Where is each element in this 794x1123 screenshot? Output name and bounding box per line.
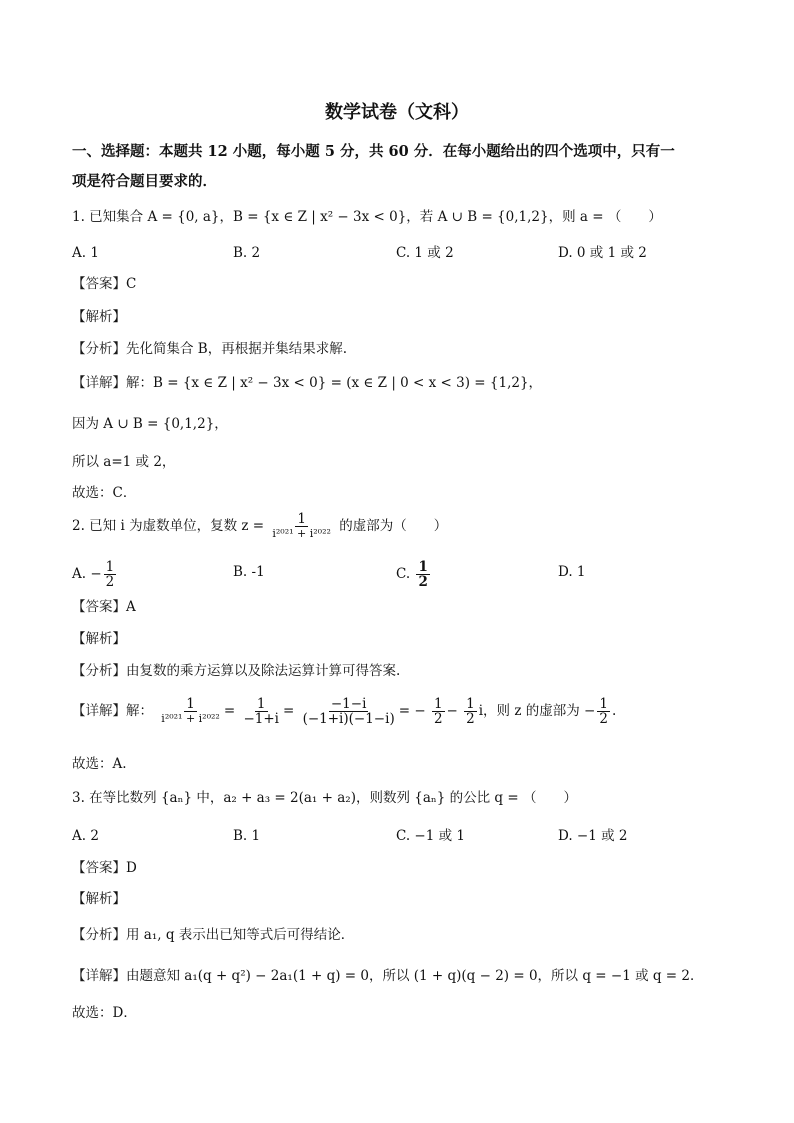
- q2-option-b: B. -1: [233, 564, 265, 580]
- q3-analysis-tag: 【解析】: [72, 891, 126, 907]
- q2-frac-den: i²⁰²¹ + i²⁰²²: [272, 527, 331, 540]
- q2-detail-frac5: [464, 697, 477, 726]
- q2-d-f4-num: 1: [433, 696, 443, 712]
- q2-opt-c-num: 1: [418, 559, 428, 575]
- q2-fraction: [270, 512, 333, 541]
- q2-option-a: [72, 560, 118, 589]
- q1-option-d: D. 0 或 1 或 2: [558, 245, 647, 261]
- q2-analysis-tag: 【解析】: [72, 631, 126, 647]
- q1-detail-text: 解：B = {x ∈ Z | x² − 3x < 0} = (x ∈ Z | 0 < x < 3) = {1,2}，: [126, 375, 543, 391]
- q2-detail-frac1: [159, 697, 222, 726]
- detail-tag: 【详解】: [72, 968, 126, 984]
- q1-option-a: A. 1: [72, 245, 99, 261]
- q2-option-a-sign: −: [90, 566, 102, 582]
- q3-answer-value: D: [126, 860, 137, 876]
- q2-d-f3-num: −1−i: [330, 696, 367, 712]
- detail-tag: 【详解】: [72, 375, 126, 391]
- q1-detail-line3: 所以 a=1 或 2，: [72, 454, 176, 470]
- q3-fenxi-text: 用 a₁, q 表示出已知等式后可得结论．: [126, 927, 355, 943]
- q2-d-f5-num: 1: [466, 696, 475, 712]
- answer-tag: 【答案】: [72, 276, 126, 292]
- detail-tag: 【详解】: [72, 703, 126, 719]
- q2-d-f4-den: 2: [433, 711, 443, 727]
- q2-opt-a-num: 1: [105, 559, 115, 575]
- q2-detail-pre: 解：: [126, 703, 153, 719]
- fenxi-tag: 【分析】: [72, 341, 126, 357]
- q2-fenxi-text: 由复数的乘方运算以及除法运算计算可得答案.: [126, 663, 401, 679]
- q2-d-f5-den: 2: [466, 711, 475, 727]
- q3-choose: 故选：D．: [72, 1005, 137, 1021]
- q1-choose: 故选：C．: [72, 485, 137, 501]
- q1-analysis-tag: 【解析】: [72, 309, 126, 325]
- q2-answer: [72, 597, 136, 617]
- q2-answer-value: A: [126, 599, 136, 615]
- q1-detail-line2: 因为 A ∪ B = {0,1,2}，: [72, 416, 228, 432]
- q1-option-c: C. 1 或 2: [396, 245, 454, 261]
- q2-stem-post: 的虚部为（ ）: [339, 518, 448, 534]
- q2-detail-frac4: [432, 697, 445, 726]
- q2-d-f3-den: (−1+i)(−1−i): [302, 711, 395, 727]
- fenxi-tag: 【分析】: [72, 927, 126, 943]
- q3-option-c: C. −1 或 1: [396, 828, 466, 844]
- q1-fenxi: [72, 339, 347, 359]
- q2-d-f1-num: 1: [186, 696, 195, 712]
- section-heading-line2: 项是符合题目要求的．: [72, 173, 217, 190]
- q2-frac-num: 1: [297, 511, 306, 527]
- q2-option-c: [396, 560, 432, 589]
- answer-tag: 【答案】: [72, 860, 126, 876]
- q3-fenxi: [72, 925, 354, 945]
- q2-detail-frac3: [301, 697, 397, 726]
- q1-fenxi-text: 先化简集合 B，再根据并集结果求解.: [126, 341, 348, 357]
- q2-detail-frac6: [597, 697, 610, 726]
- q2-d-f6-num: 1: [599, 696, 608, 712]
- q2-option-a-frac: [104, 560, 117, 589]
- page-title: 数学试卷（文科）: [325, 102, 469, 123]
- q2-stem-pre: 2. 已知 i 为虚数单位，复数 z =: [72, 518, 265, 534]
- q3-detail-text: 由题意知 a₁(q + q²) − 2a₁(1 + q) = 0，所以 (1 + q)(q − 2) = 0，所以 q = −1 或 q = 2．: [126, 968, 704, 984]
- q3-option-a: A. 2: [72, 828, 99, 844]
- q1-detail: [72, 373, 542, 393]
- q2-d-f2-den: −1+i: [243, 711, 279, 727]
- q2-detail-frac2: [241, 697, 281, 726]
- q1-option-b: B. 2: [233, 245, 261, 261]
- section-heading-line1: 一、选择题：本题共 12 小题，每小题 5 分，共 60 分．在每小题给出的四个选项中，只有一: [72, 143, 675, 160]
- q1-answer-value: C: [126, 276, 137, 292]
- answer-tag: 【答案】: [72, 599, 126, 615]
- q3-answer: [72, 858, 137, 878]
- q1-stem: 1. 已知集合 A = {0, a}，B = {x ∈ Z | x² − 3x < 0}，若 A ∪ B = {0,1,2}，则 a = （ ）: [72, 209, 662, 225]
- q2-d-f2-num: 1: [256, 696, 266, 712]
- q2-detail: 【详解】解： $\frac{1}{\text{i²⁰²¹ + i²⁰²²}}$ = $\frac{1}{-1+i}$ = $\frac{-1-i}{(-1+i)(-1-i)}$ = − $\frac{1}{2}$ − $\frac{1}{2}$ i，则 z 的虚部为 − $\frac{1}{2}$ .: [72, 696, 617, 727]
- q2-detail-tail: i，则 z 的虚部为 −: [478, 703, 596, 719]
- q1-answer: [72, 274, 136, 294]
- q2-opt-c-den: 2: [418, 574, 428, 590]
- q2-d-f6-den: 2: [599, 711, 608, 727]
- q2-option-a-label: A.: [72, 566, 87, 582]
- q3-detail: [72, 966, 704, 986]
- q2-stem: [72, 512, 447, 541]
- q2-opt-a-den: 2: [105, 574, 115, 590]
- q3-stem: 3. 在等比数列 {aₙ} 中，a₂ + a₃ = 2(a₁ + a₂)，则数列 {aₙ} 的公比 q = （ ）: [72, 790, 577, 806]
- q3-option-d: D. −1 或 2: [558, 828, 628, 844]
- q2-choose: 故选：A.: [72, 756, 127, 772]
- q2-fenxi: [72, 661, 400, 681]
- q2-option-c-label: C.: [396, 566, 411, 582]
- q2-option-c-frac: [416, 560, 429, 589]
- q2-d-f1-den: i²⁰²¹ + i²⁰²²: [161, 712, 220, 725]
- fenxi-tag: 【分析】: [72, 663, 126, 679]
- q2-option-d: D. 1: [558, 564, 586, 580]
- q3-option-b: B. 1: [233, 828, 261, 844]
